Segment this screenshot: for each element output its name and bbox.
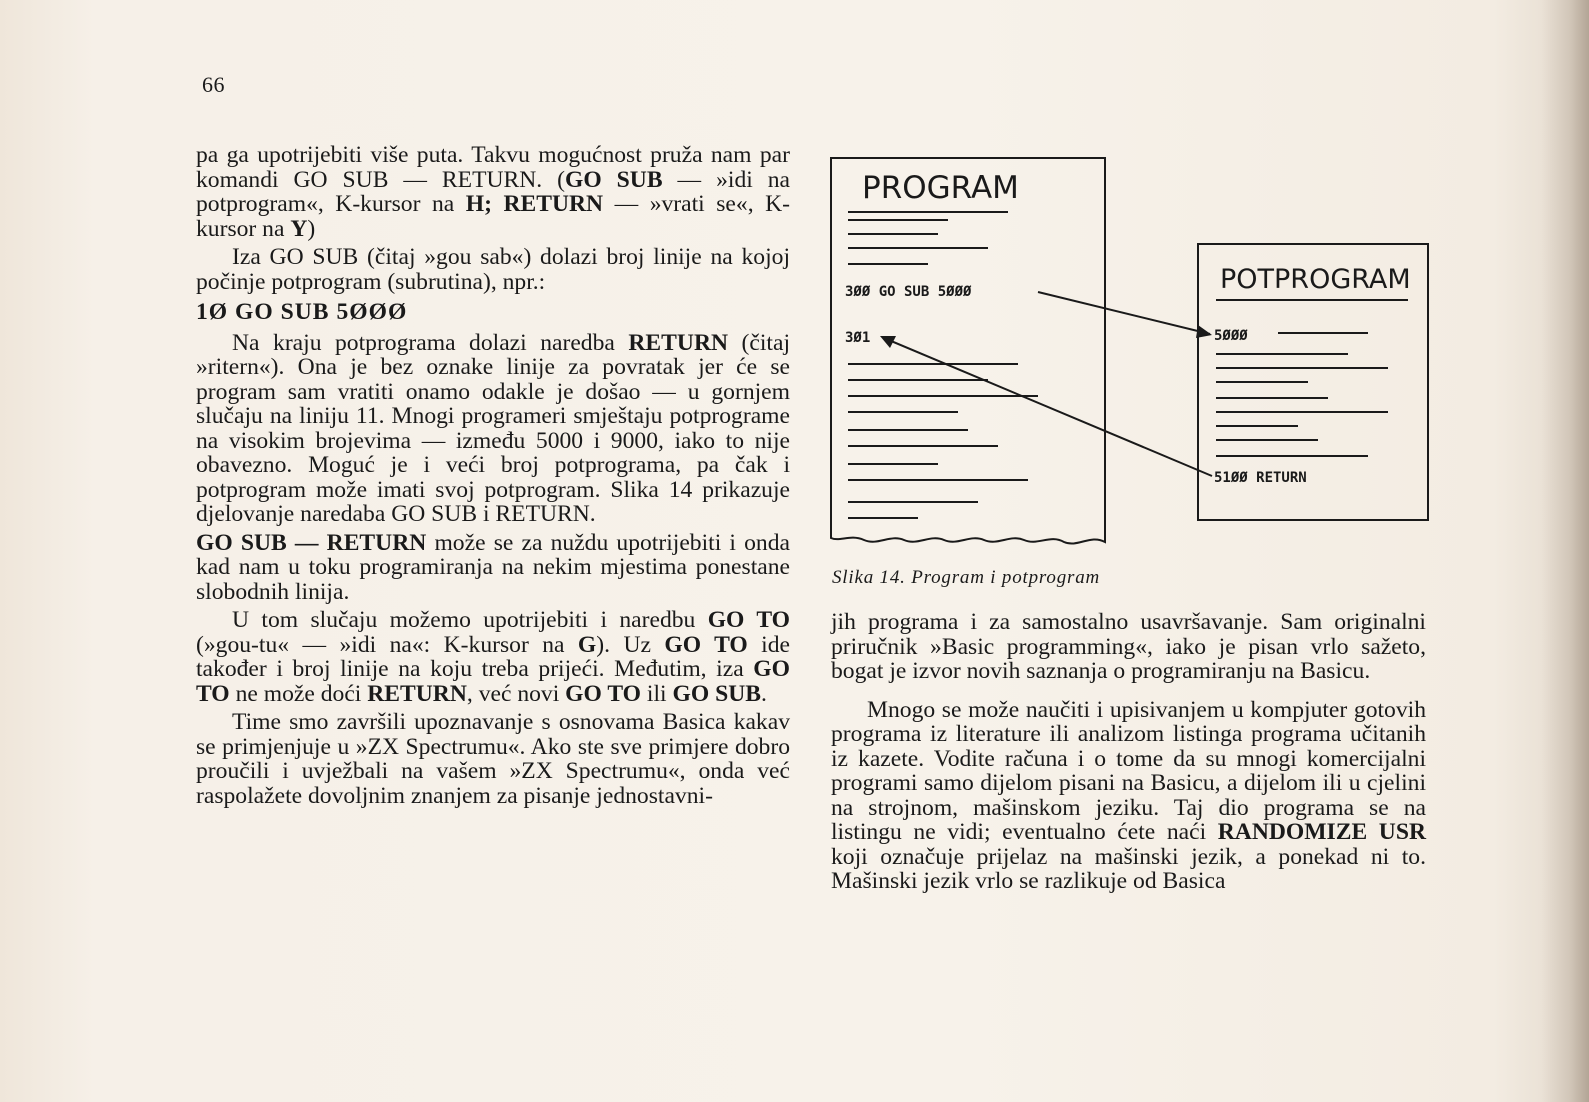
paragraph-3: Na kraju potprograma dolazi naredba RETURN (čitaj »ritern«). Ona je bez oznake linije za povratak jer će se program sam vratiti onamo odakle je došao — u gornjem slučaju na liniju 11. Mnogi programeri smještaju potprograme na visokim brojevima — između 5000 i 9000, iako to nije obavezno. Moguć je i veći broj potprograma, pa čak i potprogram može imati svoj potprogram. Slika 14 prikazuje djelovanje naredaba GO SUB i RETURN. bbox=[196, 329, 791, 527]
page-number: 66 bbox=[202, 72, 225, 97]
paragraph-5: U tom slučaju možemo upotrijebiti i naredbu GO TO (»gou-tu« — »idi na«: K-kursor na G). Uz GO TO ide također i broj linije na koju treba prijeći. Međutim, iza GO TO ne može doći RETURN, već novi GO TO ili GO SUB. bbox=[196, 607, 790, 707]
line-5100-label: 51ØØ RETURN bbox=[1214, 470, 1307, 486]
line-300-label: 3ØØ GO SUB 5ØØØ bbox=[845, 284, 972, 300]
paragraph-6: Time smo završili upoznavanje s osnovama Basica kakav se primjenjuje u »ZX Spectrumu«. Ako ste sve primjere dobro proučili i uvježbali na vašem »ZX Spectrumu«, onda već raspolažete dovoljnim znanjem za pisanje jednostavni- bbox=[196, 709, 790, 809]
line-301-label: 3Ø1 bbox=[845, 330, 871, 346]
paragraph-7: jih programa i za samostalno usavršavanje. Sam originalni priručnik »Basic programming«, iako je pisan vrlo sažeto, bogat je izvor novih saznanja o programiranju na Basicu. bbox=[831, 609, 1426, 684]
program-title: PROGRAM bbox=[862, 170, 1019, 206]
paragraph-2: Iza GO SUB (čitaj »gou sab«) dolazi broj linije na kojoj počinje potprogram (subrutina), npr.: bbox=[196, 244, 790, 295]
return-arrow bbox=[884, 338, 1212, 476]
code-example: 1Ø GO SUB 5ØØØ bbox=[196, 299, 408, 325]
program-box bbox=[831, 158, 1105, 544]
subprogram-title: POTPROGRAM bbox=[1220, 264, 1411, 295]
paragraph-8: Mnogo se može naučiti i upisivanjem u kompjuter gotovih programa iz literature ili analizom listinga programa učitanih iz kazete. Vodite računa i o tome da su mnogi komercijalni programi samo dijelom pisani na Basicu, a dijelom ili u cjelini na strojnom, mašinskom jeziku. Taj dio programa se na listingu ne vidi; eventualno ćete naći RANDOMIZE USR koji označuje prijelaz na mašinski jezik, a ponekad ni to. Mašinski jezik vrlo se razlikuje od Basica bbox=[831, 696, 1426, 894]
left-text-column bbox=[196, 143, 790, 808]
figure-caption: Slika 14. Program i potprogram bbox=[832, 567, 1101, 588]
figure-program-subprogram bbox=[828, 150, 1432, 570]
paragraph-4: GO SUB — RETURN može se za nuždu upotrijebiti i onda kad nam u toku programiranja na nekim mjestima ponestane slobodnih linija. bbox=[196, 529, 790, 605]
paragraph-1: pa ga upotrijebiti više puta. Takvu mogućnost pruža nam par komandi GO SUB — RETURN. (GO SUB — »idi na potprogram«, K-kursor na H; RETURN — »vrati se«, K-kursor na Y) bbox=[196, 142, 791, 242]
book-binding-shadow bbox=[1541, 0, 1589, 1102]
right-text-column bbox=[831, 610, 1426, 894]
line-5000-label: 5ØØØ bbox=[1214, 328, 1248, 344]
gosub-arrow bbox=[1038, 292, 1210, 334]
